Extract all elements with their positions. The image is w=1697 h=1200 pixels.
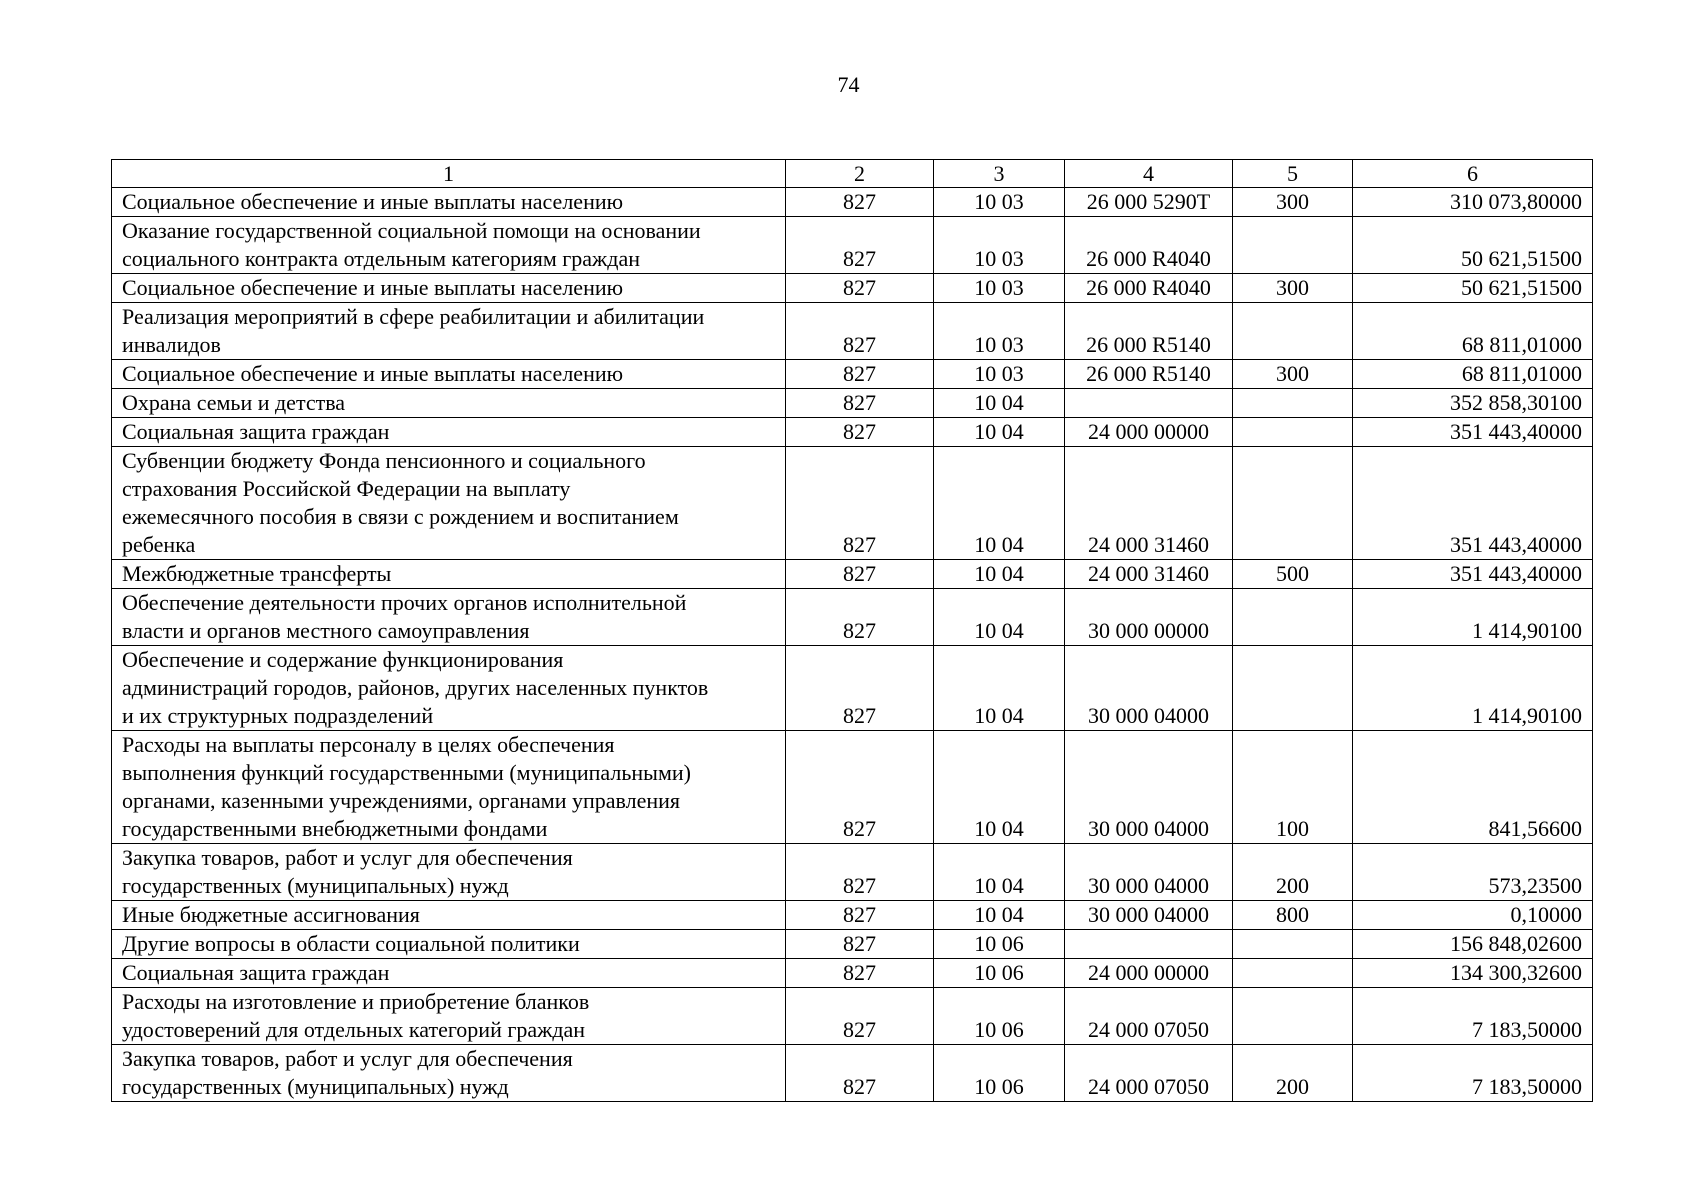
target-article-cell: 24 000 00000 xyxy=(1065,418,1233,447)
target-article-cell xyxy=(1065,930,1233,959)
target-article-cell: 24 000 00000 xyxy=(1065,959,1233,988)
page-number: 74 xyxy=(837,72,860,97)
expense-name-line: Обеспечение и содержание функционирования xyxy=(122,647,564,672)
table-row xyxy=(112,418,1593,447)
table-row xyxy=(112,844,1593,901)
expense-type-cell xyxy=(1233,217,1353,274)
section-code-cell: 10 06 xyxy=(934,1045,1065,1102)
expense-type-cell: 200 xyxy=(1233,1045,1353,1102)
target-article-cell: 26 000 R4040 xyxy=(1065,217,1233,274)
expense-name-cell xyxy=(112,844,786,901)
table-row xyxy=(112,389,1593,418)
amount-cell: 351 443,40000 xyxy=(1353,418,1593,447)
amount-cell: 573,23500 xyxy=(1353,844,1593,901)
expense-name-line: Обеспечение деятельности прочих органов исполнительной xyxy=(122,590,687,615)
expense-type-cell: 300 xyxy=(1233,188,1353,217)
amount-cell: 351 443,40000 xyxy=(1353,560,1593,589)
expense-name-line: Расходы на изготовление и приобретение бланков xyxy=(122,989,590,1014)
expense-type-cell xyxy=(1233,418,1353,447)
expense-name-line: Социальное обеспечение и иные выплаты населению xyxy=(122,275,624,300)
expense-name-cell xyxy=(112,389,786,418)
expense-name-line: Иные бюджетные ассигнования xyxy=(122,902,420,927)
section-code-cell: 10 04 xyxy=(934,389,1065,418)
expense-name-line: социального контракта отдельным категориям граждан xyxy=(122,246,640,271)
column-header-6: 6 xyxy=(1353,160,1593,188)
expense-name-line: ребенка xyxy=(122,532,196,557)
expense-name-line: инвалидов xyxy=(122,332,221,357)
expense-type-cell xyxy=(1233,303,1353,360)
expense-name-line: Оказание государственной социальной помощи на основании xyxy=(122,218,701,243)
expense-name-line: Социальное обеспечение и иные выплаты населению xyxy=(122,189,624,214)
expense-name-cell xyxy=(112,418,786,447)
section-code-cell: 10 04 xyxy=(934,447,1065,560)
table-row xyxy=(112,731,1593,844)
expense-name-cell xyxy=(112,731,786,844)
expense-name-line: Расходы на выплаты персоналу в целях обеспечения xyxy=(122,732,615,757)
expense-name-cell xyxy=(112,360,786,389)
section-code-cell: 10 06 xyxy=(934,988,1065,1045)
expense-type-cell xyxy=(1233,589,1353,646)
section-code-cell: 10 03 xyxy=(934,360,1065,389)
expense-name-cell xyxy=(112,930,786,959)
expense-name-line: Социальная защита граждан xyxy=(122,419,390,444)
amount-cell: 134 300,32600 xyxy=(1353,959,1593,988)
expense-name-line: Межбюджетные трансферты xyxy=(122,561,392,586)
expense-name-cell xyxy=(112,646,786,731)
expense-type-cell: 200 xyxy=(1233,844,1353,901)
expense-type-cell xyxy=(1233,389,1353,418)
expense-type-cell xyxy=(1233,959,1353,988)
column-number-row xyxy=(112,160,1593,188)
ministry-code-cell: 827 xyxy=(786,303,934,360)
table-row xyxy=(112,1045,1593,1102)
expense-name-cell xyxy=(112,959,786,988)
expense-type-cell: 300 xyxy=(1233,360,1353,389)
expense-name-line: Закупка товаров, работ и услуг для обеспечения xyxy=(122,1046,573,1071)
expense-name-cell xyxy=(112,188,786,217)
expense-name-cell xyxy=(112,560,786,589)
section-code-cell: 10 04 xyxy=(934,646,1065,731)
section-code-cell: 10 04 xyxy=(934,901,1065,930)
section-code-cell: 10 04 xyxy=(934,589,1065,646)
ministry-code-cell: 827 xyxy=(786,731,934,844)
expense-type-cell xyxy=(1233,646,1353,731)
column-header-2: 2 xyxy=(786,160,934,188)
section-code-cell: 10 04 xyxy=(934,560,1065,589)
expense-name-cell xyxy=(112,1045,786,1102)
target-article-cell xyxy=(1065,389,1233,418)
ministry-code-cell: 827 xyxy=(786,844,934,901)
expense-name-line: администраций городов, районов, других населенных пунктов xyxy=(122,675,709,700)
table-row xyxy=(112,589,1593,646)
table-row xyxy=(112,930,1593,959)
expense-name-line: Закупка товаров, работ и услуг для обеспечения xyxy=(122,845,573,870)
amount-cell: 68 811,01000 xyxy=(1353,360,1593,389)
amount-cell: 0,10000 xyxy=(1353,901,1593,930)
ministry-code-cell: 827 xyxy=(786,646,934,731)
table-row xyxy=(112,274,1593,303)
target-article-cell: 26 000 R4040 xyxy=(1065,274,1233,303)
expense-name-line: государственными внебюджетными фондами xyxy=(122,816,548,841)
target-article-cell: 24 000 31460 xyxy=(1065,447,1233,560)
column-header-3: 3 xyxy=(934,160,1065,188)
amount-cell: 352 858,30100 xyxy=(1353,389,1593,418)
expense-name-line: органами, казенными учреждениями, органами управления xyxy=(122,788,681,813)
section-code-cell: 10 04 xyxy=(934,731,1065,844)
budget-table xyxy=(111,159,1593,1102)
expense-name-cell xyxy=(112,988,786,1045)
expense-name-cell xyxy=(112,447,786,560)
ministry-code-cell: 827 xyxy=(786,1045,934,1102)
table-row xyxy=(112,188,1593,217)
target-article-cell: 30 000 04000 xyxy=(1065,844,1233,901)
section-code-cell: 10 03 xyxy=(934,303,1065,360)
expense-name-line: удостоверений для отдельных категорий граждан xyxy=(122,1017,586,1042)
expense-name-line: государственных (муниципальных) нужд xyxy=(122,873,509,898)
table-row xyxy=(112,901,1593,930)
ministry-code-cell: 827 xyxy=(786,901,934,930)
ministry-code-cell: 827 xyxy=(786,217,934,274)
target-article-cell: 24 000 31460 xyxy=(1065,560,1233,589)
table-row xyxy=(112,447,1593,560)
expense-name-cell xyxy=(112,901,786,930)
table-row xyxy=(112,988,1593,1045)
table-row xyxy=(112,560,1593,589)
amount-cell: 7 183,50000 xyxy=(1353,1045,1593,1102)
expense-name-cell xyxy=(112,303,786,360)
ministry-code-cell: 827 xyxy=(786,274,934,303)
table-row xyxy=(112,217,1593,274)
ministry-code-cell: 827 xyxy=(786,360,934,389)
expense-name-line: Другие вопросы в области социальной политики xyxy=(122,931,580,956)
expense-name-line: Субвенции бюджету Фонда пенсионного и социального xyxy=(122,448,646,473)
table-row xyxy=(112,360,1593,389)
ministry-code-cell: 827 xyxy=(786,589,934,646)
amount-cell: 50 621,51500 xyxy=(1353,217,1593,274)
ministry-code-cell: 827 xyxy=(786,418,934,447)
expense-name-line: выполнения функций государственными (муниципальными) xyxy=(122,760,691,785)
expense-type-cell: 800 xyxy=(1233,901,1353,930)
ministry-code-cell: 827 xyxy=(786,560,934,589)
column-header-1: 1 xyxy=(112,160,786,188)
amount-cell: 351 443,40000 xyxy=(1353,447,1593,560)
ministry-code-cell: 827 xyxy=(786,389,934,418)
ministry-code-cell: 827 xyxy=(786,930,934,959)
target-article-cell: 30 000 04000 xyxy=(1065,646,1233,731)
target-article-cell: 24 000 07050 xyxy=(1065,988,1233,1045)
target-article-cell: 26 000 R5140 xyxy=(1065,303,1233,360)
expense-name-cell xyxy=(112,589,786,646)
section-code-cell: 10 03 xyxy=(934,188,1065,217)
section-code-cell: 10 04 xyxy=(934,844,1065,901)
amount-cell: 841,56600 xyxy=(1353,731,1593,844)
expense-name-cell xyxy=(112,217,786,274)
expense-name-cell xyxy=(112,274,786,303)
section-code-cell: 10 04 xyxy=(934,418,1065,447)
column-header-4: 4 xyxy=(1065,160,1233,188)
target-article-cell: 30 000 00000 xyxy=(1065,589,1233,646)
ministry-code-cell: 827 xyxy=(786,447,934,560)
target-article-cell: 26 000 5290Т xyxy=(1065,188,1233,217)
expense-name-line: и их структурных подразделений xyxy=(122,703,434,728)
expense-type-cell xyxy=(1233,988,1353,1045)
target-article-cell: 30 000 04000 xyxy=(1065,901,1233,930)
ministry-code-cell: 827 xyxy=(786,188,934,217)
table-row xyxy=(112,303,1593,360)
column-header-5: 5 xyxy=(1233,160,1353,188)
expense-name-line: страхования Российской Федерации на выплату xyxy=(122,476,571,501)
expense-name-line: Социальное обеспечение и иные выплаты населению xyxy=(122,361,624,386)
amount-cell: 1 414,90100 xyxy=(1353,589,1593,646)
expense-name-line: Социальная защита граждан xyxy=(122,960,390,985)
amount-cell: 310 073,80000 xyxy=(1353,188,1593,217)
budget-table-body xyxy=(112,160,1593,1102)
table-row xyxy=(112,959,1593,988)
ministry-code-cell: 827 xyxy=(786,959,934,988)
expense-name-line: ежемесячного пособия в связи с рождением и воспитанием xyxy=(122,504,679,529)
expense-type-cell: 100 xyxy=(1233,731,1353,844)
amount-cell: 7 183,50000 xyxy=(1353,988,1593,1045)
amount-cell: 1 414,90100 xyxy=(1353,646,1593,731)
target-article-cell: 24 000 07050 xyxy=(1065,1045,1233,1102)
section-code-cell: 10 03 xyxy=(934,274,1065,303)
expense-type-cell: 300 xyxy=(1233,274,1353,303)
expense-name-line: власти и органов местного самоуправления xyxy=(122,618,530,643)
section-code-cell: 10 06 xyxy=(934,959,1065,988)
expense-name-line: государственных (муниципальных) нужд xyxy=(122,1074,509,1099)
expense-type-cell xyxy=(1233,447,1353,560)
amount-cell: 68 811,01000 xyxy=(1353,303,1593,360)
expense-name-line: Реализация мероприятий в сфере реабилитации и абилитации xyxy=(122,304,705,329)
amount-cell: 50 621,51500 xyxy=(1353,274,1593,303)
target-article-cell: 26 000 R5140 xyxy=(1065,360,1233,389)
expense-name-line: Охрана семьи и детства xyxy=(122,390,346,415)
ministry-code-cell: 827 xyxy=(786,988,934,1045)
expense-type-cell: 500 xyxy=(1233,560,1353,589)
table-row xyxy=(112,646,1593,731)
target-article-cell: 30 000 04000 xyxy=(1065,731,1233,844)
section-code-cell: 10 06 xyxy=(934,930,1065,959)
expense-type-cell xyxy=(1233,930,1353,959)
amount-cell: 156 848,02600 xyxy=(1353,930,1593,959)
section-code-cell: 10 03 xyxy=(934,217,1065,274)
